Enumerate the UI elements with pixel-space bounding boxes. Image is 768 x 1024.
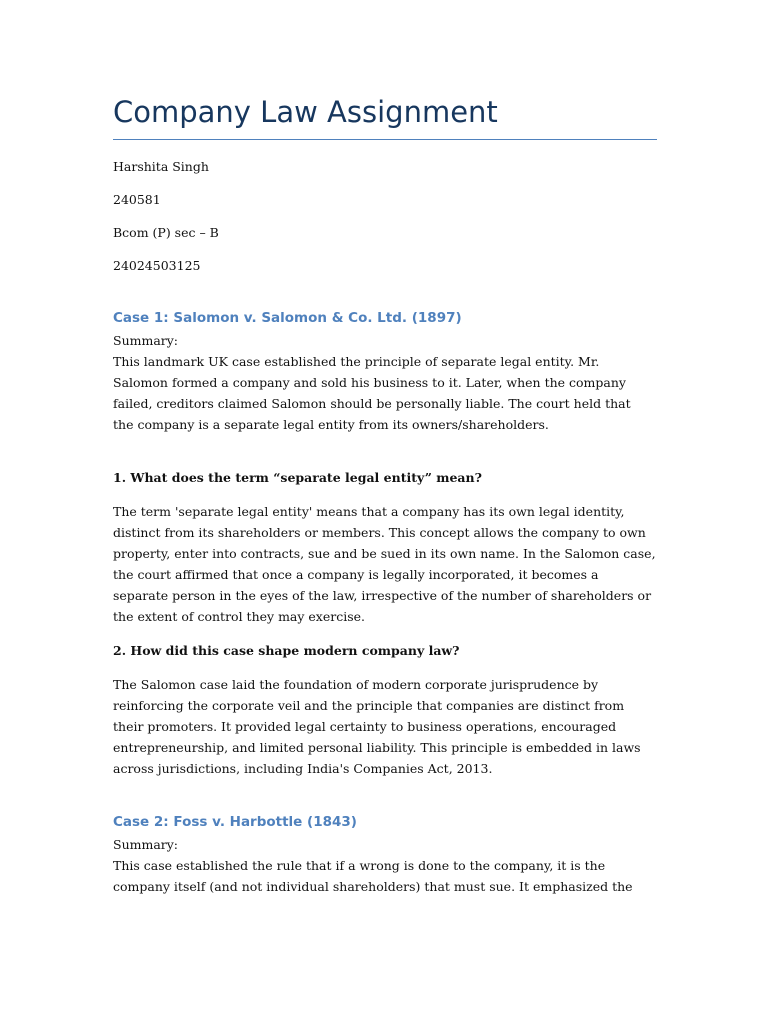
document-title: Company Law Assignment: [113, 95, 498, 129]
case1-answer-1-line: the court affirmed that once a company is legally incorporated, it becomes a: [113, 567, 599, 582]
case1-question-2: 2. How did this case shape modern company law?: [113, 643, 460, 658]
case1-summary-label: Summary:: [113, 333, 179, 348]
enrollment-number: 24024503125: [113, 258, 201, 273]
case2-summary-line: This case established the rule that if a wrong is done to the company, it is the: [113, 858, 606, 873]
case2-summary-line: company itself (and not individual shareholders) that must sue. It emphasized the: [113, 879, 633, 894]
case1-answer-1: [113, 501, 673, 627]
case1-summary-line: failed, creditors claimed Salomon should be personally liable. The court held that: [113, 396, 631, 411]
case1-question-1: 1. What does the term “separate legal entity” mean?: [113, 470, 482, 485]
author-name: Harshita Singh: [113, 159, 209, 174]
case1-answer-2-line: reinforcing the corporate veil and the principle that companies are distinct from: [113, 698, 625, 713]
case1-answer-2-line: across jurisdictions, including India's Companies Act, 2013.: [113, 761, 493, 776]
case1-summary-line: This landmark UK case established the principle of separate legal entity. Mr.: [113, 354, 600, 369]
case1-answer-1-line: property, enter into contracts, sue and be sued in its own name. In the Salomon case,: [113, 546, 656, 561]
roll-number: 240581: [113, 192, 161, 207]
case1-answer-2-line: their promoters. It provided legal certainty to business operations, encouraged: [113, 719, 617, 734]
title-divider: [113, 139, 657, 140]
case1-answer-2: [113, 674, 673, 779]
course-section: Bcom (P) sec – B: [113, 225, 219, 240]
case1-answer-1-line: The term 'separate legal entity' means that a company has its own legal identity,: [113, 504, 625, 519]
case1-summary-text: [113, 351, 673, 435]
case1-answer-2-line: entrepreneurship, and limited personal liability. This principle is embedded in laws: [113, 740, 641, 755]
case1-summary-line: the company is a separate legal entity from its owners/shareholders.: [113, 417, 549, 432]
case1-answer-1-line: separate person in the eyes of the law, irrespective of the number of shareholders or: [113, 588, 652, 603]
case1-answer-1-line: the extent of control they may exercise.: [113, 609, 366, 624]
case2-heading: Case 2: Foss v. Harbottle (1843): [113, 814, 357, 830]
case1-answer-2-line: The Salomon case laid the foundation of modern corporate jurisprudence by: [113, 677, 599, 692]
case1-summary-line: Salomon formed a company and sold his business to it. Later, when the company: [113, 375, 626, 390]
case1-heading: Case 1: Salomon v. Salomon & Co. Ltd. (1897): [113, 310, 462, 326]
case1-answer-1-line: distinct from its shareholders or members. This concept allows the company to own: [113, 525, 646, 540]
case2-summary-text: [113, 855, 673, 897]
case2-summary-label: Summary:: [113, 837, 179, 852]
